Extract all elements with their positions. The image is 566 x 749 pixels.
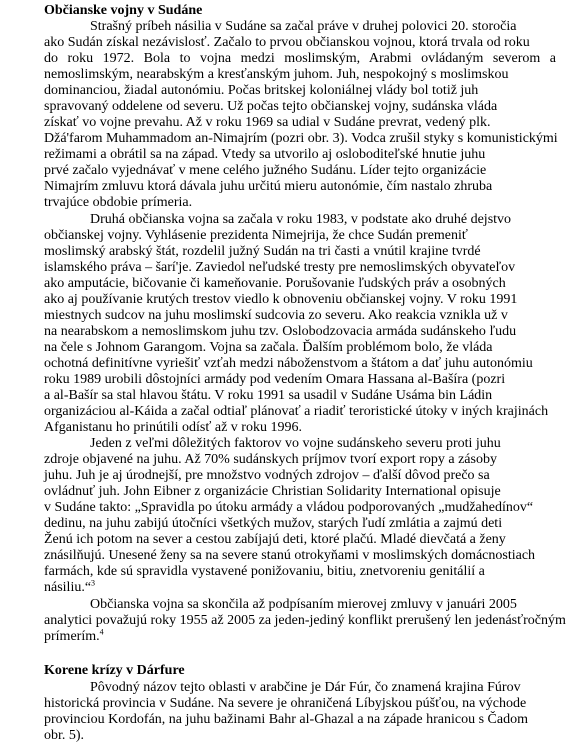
paragraph-line: násiliu.“$^3$ xyxy=(44,578,96,595)
paragraph-line: na nearabskom a nemoslimskom juhu tzv. Oslobodzovacia armáda sudánskeho ľudu xyxy=(44,324,517,339)
section-heading: Korene krízy v Dárfure xyxy=(44,663,185,678)
paragraph-line: roku 1989 urobili dôstojníci armády pod vedením Omara Hassana al-Bašíra (pozri xyxy=(44,372,506,387)
paragraph-line: farmách, kde sú spravidla vystavené ponižovaniu, bitiu, znetvoreniu genitálií a xyxy=(44,564,485,579)
paragraph-line: organizáciou al-Káida a začal odtiaľ plánovať a riadiť teroristické útoky v iných krajinách xyxy=(44,404,549,419)
paragraph-line: islamského práva – šarí'je. Zaviedol neľudské tresty pre nemoslimských obyvateľov xyxy=(44,260,516,275)
footnote-mark: 4 xyxy=(99,627,104,637)
paragraph-line: prímerím.$^4$ xyxy=(44,627,104,644)
paragraph-line: režimami a obrátil sa na západ. Vtedy sa utvorilo aj osloboditeľské hnutie juhu xyxy=(44,147,486,162)
paragraph-line: provinciou Kordofán, na juhu bažinami Bahr al-Ghazal a na západe hranicou s Čadom xyxy=(44,712,528,727)
paragraph-line: Jeden z veľmi dôležitých faktorov vo vojne sudánskeho severu proti juhu xyxy=(90,436,501,451)
paragraph-line: prvé začalo vyjednávať v mene celého južného Sudánu. Líder tejto organizácie xyxy=(44,163,487,178)
paragraph-line: občianskej vojny. Vyhlásenie prezidenta Nimejrija, že chce Sudán premeniť xyxy=(44,228,468,243)
paragraph-line: a al-Bašír sa stal hlavou štátu. V roku 1991 sa usadil v Sudáne Usáma bin Ládin xyxy=(44,388,493,403)
footnote-mark: 3 xyxy=(91,578,96,588)
paragraph-line: zdroje objavené na juhu. Až 70% sudánskych príjmov tvorí export ropy a zásoby xyxy=(44,452,497,467)
paragraph-line: Druhá občianska vojna sa začala v roku 1983, v podstate ako druhé dejstvo xyxy=(90,212,512,227)
section-heading: Občianske vojny v Sudáne xyxy=(44,3,203,18)
paragraph-line: dedinu, na juhu zabijú útočníci všetkých mužov, starých ľudí zmlátia a zajmú deti xyxy=(44,516,503,531)
paragraph-line: Pôvodný názov tejto oblasti v arabčine je Dár Fúr, čo znamená krajina Fúrov xyxy=(90,680,521,695)
paragraph-line: analytici považujú roky 1955 až 2005 za jeden-jediný konflikt prerušený len jedenásťročným xyxy=(44,613,566,628)
paragraph-line: moslimský arabský štát, rozdelil južný Sudán na tri časti a vnútil krajine tvrdé xyxy=(44,244,481,259)
paragraph-line: ako aj používanie krutých trestov viedlo k obnoveniu občianskej vojny. V roku 1991 xyxy=(44,292,518,307)
paragraph-line: trvajúce obdobie prímeria. xyxy=(44,195,193,210)
paragraph-line: Ženú ich potom na sever a cestou zabíjajú deti, ktoré plačú. Mladé dievčatá a ženy xyxy=(44,532,506,547)
paragraph-line: ochotná definitívne vyriešiť vzťah medzi náboženstvom a štátom a dať juhu autonómiu xyxy=(44,356,533,371)
paragraph-line: v Sudáne takto: „Spravidla po útoku armády a vládou podporovaných „mudžahedínov“ xyxy=(44,500,534,515)
paragraph-line: juhu. Juh je aj úrodnejší, pre množstvo vodných zdrojov – ďalší dôvod prečo sa xyxy=(44,468,490,483)
paragraph-line: Strašný príbeh násilia v Sudáne sa začal práve v druhej polovici 20. storočia xyxy=(90,19,517,34)
paragraph-line: ako amputácie, bičovanie či kameňovanie. Porušovanie ľudských práv a osobných xyxy=(44,276,506,291)
paragraph-line: miestnych sudcov na juhu moslimskí sudcovia zo severu. Ako reakcia vznikla už v xyxy=(44,308,508,323)
paragraph-line: Afganistanu ho prinútili odísť až v roku 1996. xyxy=(44,420,302,435)
paragraph-line: nemoslimským, nearabským a kresťanským juhom. Juh, nespokojný s moslimskou xyxy=(44,67,509,82)
paragraph-line: obr. 5). xyxy=(44,728,85,743)
paragraph-line: Džá'farom Muhammadom an-Nimajrím (pozri obr. 3). Vodca zrušil styky s komunistickými xyxy=(44,131,558,146)
paragraph-line: Nimajrím zmluvu ktorá dávala juhu určitú mieru autonómie, čím nastalo zhruba xyxy=(44,179,493,194)
paragraph-line: Občianska vojna sa skončila až podpísaním mierovej zmluvy v januári 2005 xyxy=(90,597,517,612)
paragraph-line: do roku 1972. Bola to vojna medzi moslimským, Arabmi ovládaným severom a xyxy=(44,51,556,66)
paragraph-line: získať vo vojne prevahu. Až v roku 1969 sa udial v Sudáne prevrat, vedený plk. xyxy=(44,115,491,130)
paragraph-line: znásilňujú. Unesené ženy sa na severe stanú otrokyňami v moslimských domácnostiach xyxy=(44,548,536,563)
paragraph-line: ako Sudán získal nezávislosť. Začalo to prvou občianskou vojnou, ktorá trvala od roku xyxy=(44,35,530,50)
paragraph-line: spravovaný oddelene od severu. Už počas tejto občianskej vojny, sudánska vláda xyxy=(44,99,498,114)
paragraph-line: historická provincia v Sudáne. Na severe je ohraničená Líbyjskou púšťou, na východe xyxy=(44,696,527,711)
paragraph-line: na čele s Johnom Garangom. Vojna sa začala. Ďalším problémom bolo, že vláda xyxy=(44,340,493,355)
paragraph-line: dominanciou, žiadal autonómiu. Počas britskej koloniálnej vlády bol totiž juh xyxy=(44,83,479,98)
paragraph-line: ovládnuť juh. John Eibner z organizácie Christian Solidarity International opisuje xyxy=(44,484,501,499)
